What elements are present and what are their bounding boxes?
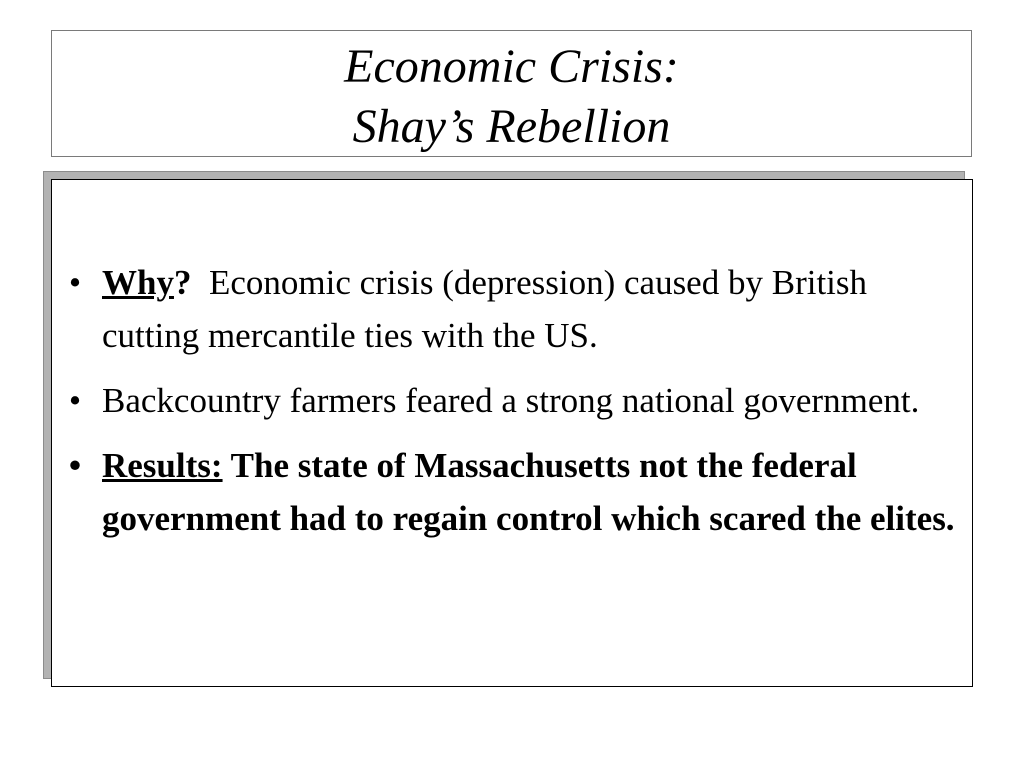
content-box xyxy=(51,179,973,687)
bullet-marker: • xyxy=(68,381,82,420)
bullet-list xyxy=(52,256,972,557)
slide-title-line-2: Shay’s Rebellion xyxy=(352,100,671,153)
bullet-farmers xyxy=(52,374,972,427)
title-box xyxy=(51,30,972,157)
bullet-marker: • xyxy=(68,446,82,485)
why-label: Why xyxy=(102,263,174,302)
bullet-results xyxy=(52,439,972,545)
slide-title-line-1: Economic Crisis: xyxy=(344,40,679,93)
results-label: Results: xyxy=(102,446,223,485)
bullet-marker: • xyxy=(68,263,82,302)
results-text: The state of Massachusetts not the federal government had to regain control which scared the elites. xyxy=(102,446,955,538)
farmers-text: Backcountry farmers feared a strong national government. xyxy=(102,381,920,420)
bullet-why xyxy=(52,256,972,362)
why-question-mark: ? xyxy=(173,263,192,302)
why-text: Economic crisis (depression) caused by British cutting mercantile ties with the US. xyxy=(102,263,876,355)
